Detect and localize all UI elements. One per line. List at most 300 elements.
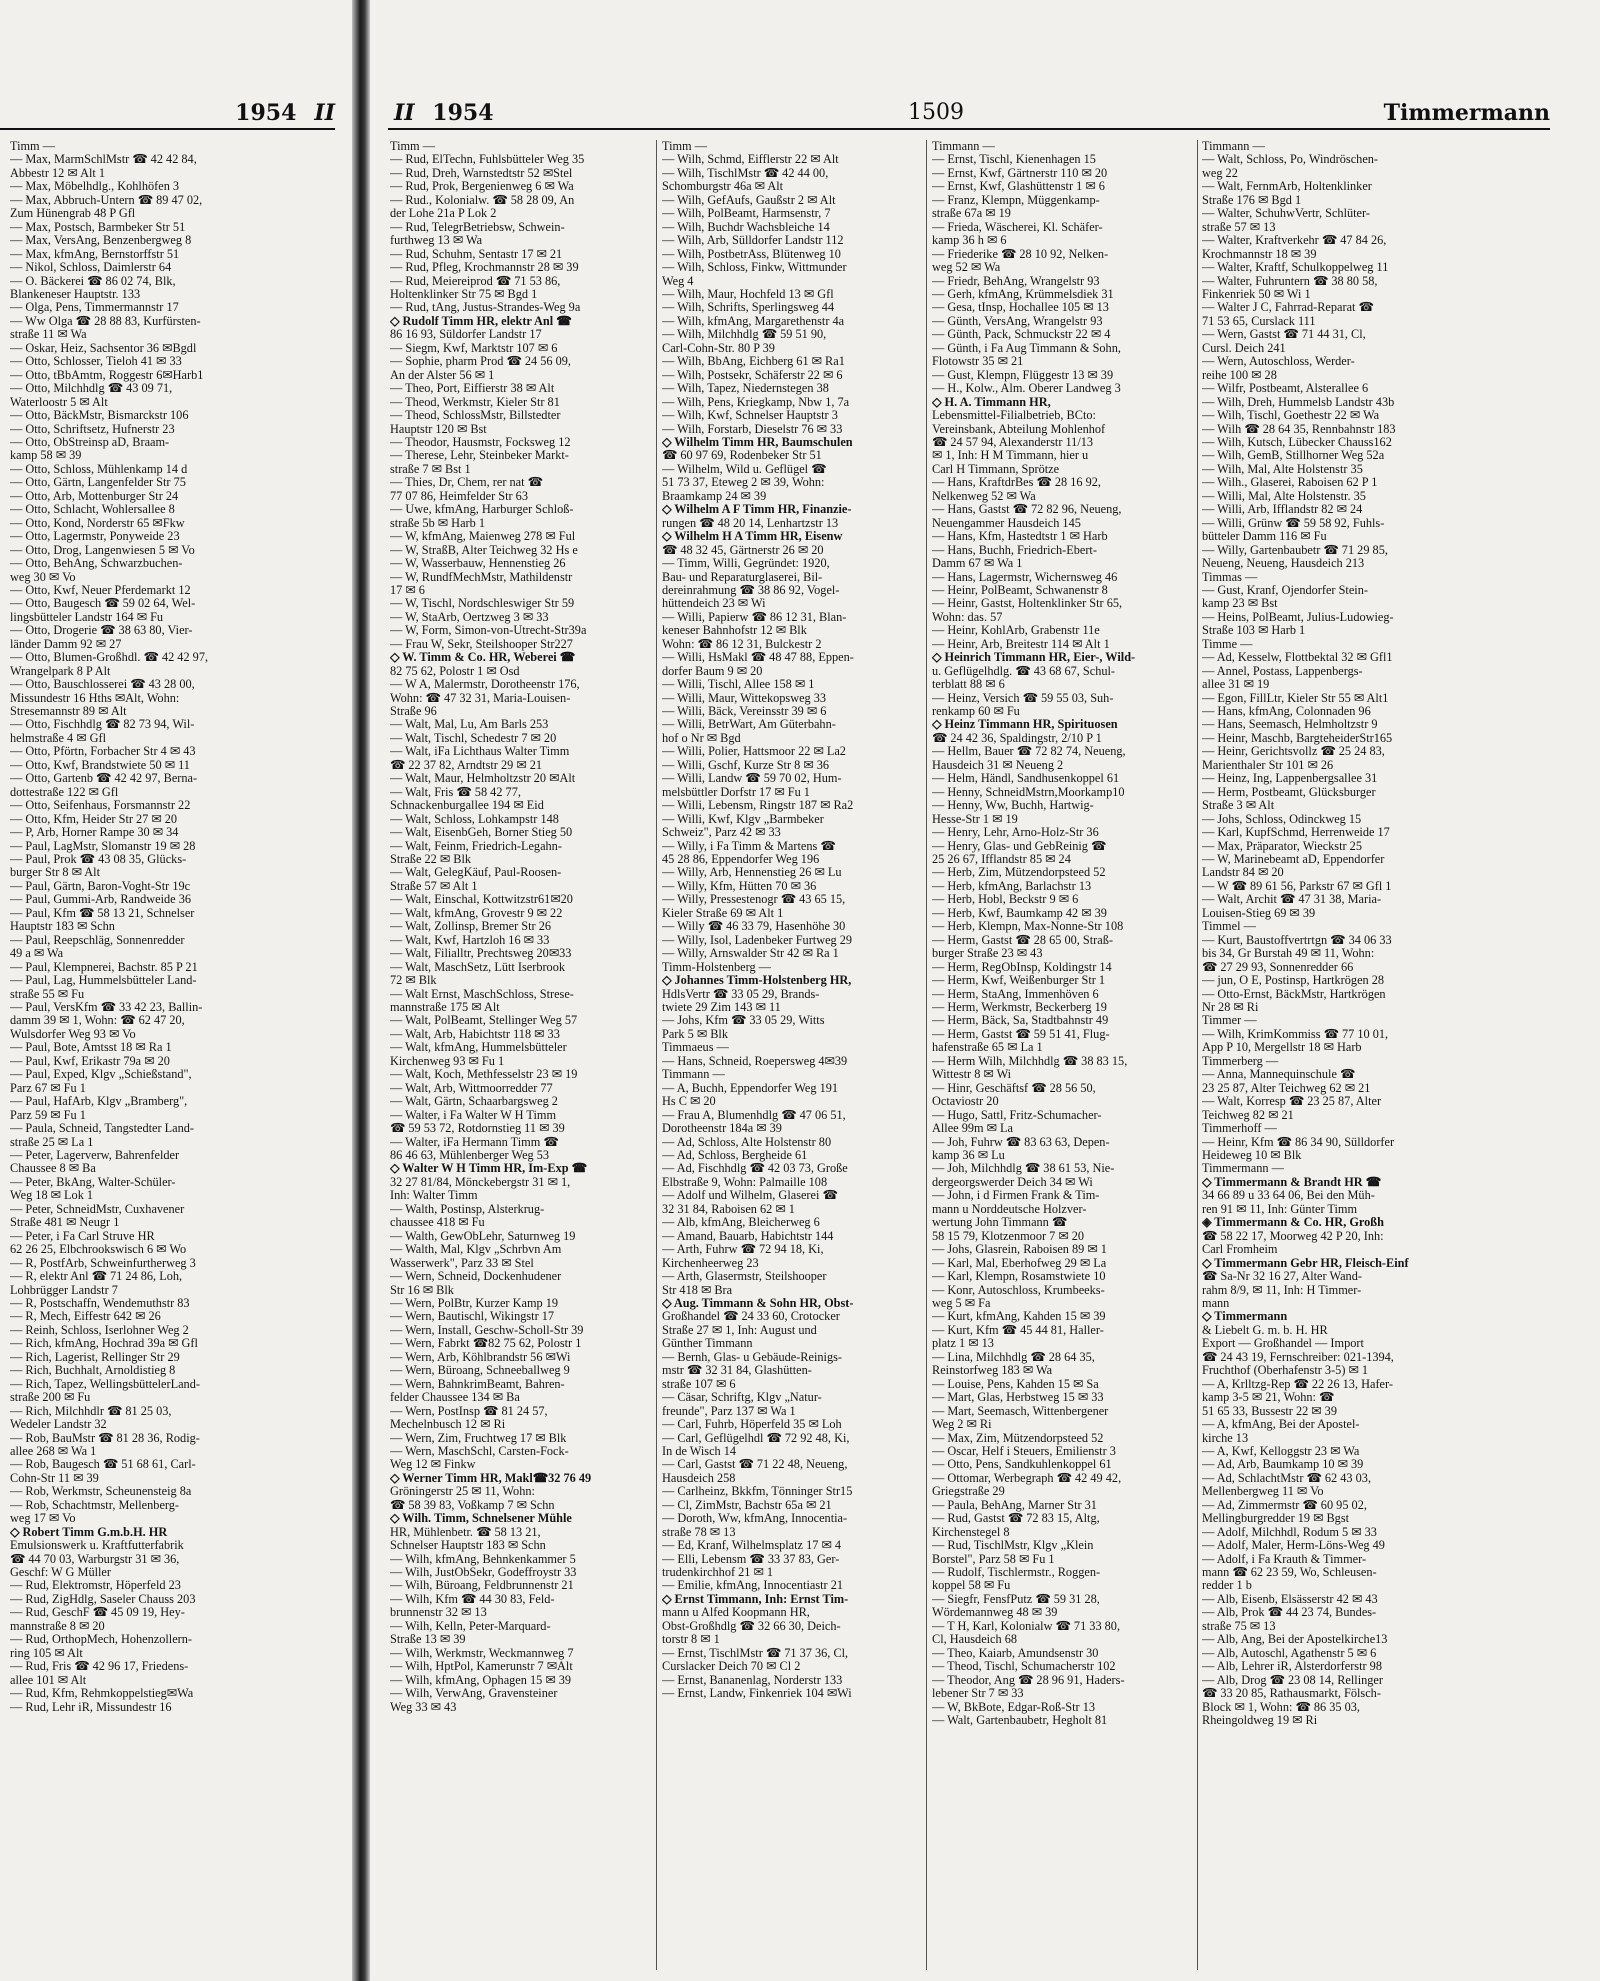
directory-entry-line: — Walt, Schloss, Po, Windröschen- (1202, 153, 1379, 167)
directory-entry-line: mann ☎ 62 23 59, Wo, Schleusen- (1202, 1566, 1377, 1580)
directory-entry-line: — Wilh, Dreh, Hummelsb Landstr 43b (1202, 395, 1395, 409)
directory-entry-line: Wittestr 8 ✉ Wi (932, 1068, 1012, 1082)
directory-entry-line: melsbüttler Dorfstr 17 ✉ Fu 1 (662, 785, 810, 799)
directory-entry-line: ◇ Walter W H Timm HR, Im-Exp ☎ (390, 1162, 587, 1176)
right-header-part: II (394, 100, 415, 126)
directory-entry-line: 77 07 86, Heimfelder Str 63 (390, 489, 528, 503)
right-page-header (388, 100, 1550, 130)
directory-entry-line: — Otto, Kwf, Brandstwiete 50 ✉ 11 (10, 758, 190, 772)
directory-entry-line: — Wern, Gastst ☎ 71 44 31, Cl, (1202, 328, 1366, 342)
directory-entry-line: — Otto, Kfm, Heider Str 27 ✉ 20 (10, 812, 178, 826)
directory-entry-line: Weg 12 ✉ Finkw (390, 1458, 476, 1472)
directory-entry-line: — Elli, Lebensm ☎ 33 37 83, Ger- (662, 1552, 840, 1566)
directory-entry-line: — Wern, PolBtr, Kurzer Kamp 19 (390, 1296, 559, 1310)
directory-entry-line: — Rud, TelegrBetriebsw, Schwein- (390, 220, 565, 234)
directory-entry-line: — Hans, Seemasch, Helmholtzstr 9 (1202, 718, 1378, 732)
directory-entry-line: — Rud, OrthopMech, Hohenzollern- (10, 1633, 193, 1647)
directory-entry-line: Krochmannstr 18 ✉ 39 (1202, 247, 1317, 261)
directory-entry-line: & Liebelt G. m. b. H. HR (1202, 1323, 1328, 1337)
directory-entry-line: mann (1202, 1296, 1230, 1310)
directory-entry-line: — Walt, Einschal, Kottwitzstr61✉20 (390, 893, 573, 907)
surname-heading: Timmer — (1202, 1014, 1257, 1028)
directory-entry-line: — Wern, Install, Geschw-Scholl-Str 39 (390, 1323, 584, 1337)
directory-entry-line: — Egon, FillLtr, Kieler Str 55 ✉ Alt1 (1202, 691, 1389, 705)
directory-entry-line: weg 30 ✉ Vo (10, 570, 76, 584)
directory-entry-line: 51 73 37, Eteweg 2 ✉ 39, Wohn: (662, 476, 825, 490)
directory-entry-line: — Peter, BkAng, Walter-Schüler- (10, 1175, 176, 1189)
directory-entry-line: — Cl, ZimMstr, Bachstr 65a ✉ 21 (662, 1498, 832, 1512)
directory-entry-line: platz 1 ✉ 13 (932, 1337, 994, 1351)
directory-entry-line: Blankeneser Hauptstr. 133 (10, 287, 141, 301)
directory-entry-line: — Thies, Dr, Chem, rer nat ☎ (390, 476, 543, 490)
directory-entry-line: — Walter, iFa Hermann Timm ☎ (390, 1135, 559, 1149)
directory-entry-line: dergeorgswerder Deich 34 ✉ Wi (932, 1175, 1093, 1189)
directory-entry-line: — Willi, Maur, Wittekopsweg 33 (662, 691, 827, 705)
directory-entry-line: — Wilh, PostbetrAss, Blütenweg 10 (662, 247, 841, 261)
directory-entry-line: — Gerh, kfmAng, Krümmelsdiek 31 (932, 287, 1114, 301)
directory-entry-line: — Willi, Arb, Ifflandstr 82 ✉ 24 (1202, 503, 1363, 517)
directory-entry-line: — Heinr, PolBeamt, Schwanenstr 8 (932, 583, 1108, 597)
directory-entry-line: — Paul, LagMstr, Slomanstr 19 ✉ 28 (10, 839, 196, 853)
directory-entry-line: — Walt, Kwf, Hartzloh 16 ✉ 33 (390, 933, 550, 947)
directory-entry-line: — Ad, Arb, Baumkamp 10 ✉ 39 (1202, 1458, 1364, 1472)
directory-entry-line: — Heinr, Maschb, BargteheiderStr165 (1202, 731, 1393, 745)
directory-entry-line: mannstraße 175 ✉ Alt (390, 1001, 500, 1014)
directory-entry-line: mann u Alfed Koopmann HR, (662, 1606, 810, 1620)
directory-entry-line: — Wilh, Milchhdlg ☎ 59 51 90, (662, 328, 827, 342)
directory-entry-line: — Otto, Schlacht, Wohlersallee 8 (10, 503, 175, 517)
directory-entry-line: — A, Krlltzg-Rep ☎ 22 26 13, Hafer- (1202, 1377, 1393, 1391)
directory-entry-line: straße 67a ✉ 19 (932, 207, 1011, 221)
directory-entry-line: — W, Marinebeamt aD, Eppendorfer (1202, 853, 1385, 867)
directory-entry-line: — W A, Malermstr, Dorotheenstr 176, (390, 678, 580, 692)
directory-entry-line: — Ad, Kesselw, Flottbektal 32 ✉ Gfl1 (1202, 651, 1393, 665)
directory-entry-line: weg 52 ✉ Wa (932, 261, 1001, 275)
directory-entry-line: — Rob, BauMstr ☎ 81 28 36, Rodig- (10, 1431, 200, 1445)
directory-entry-line: Wasserwerk", Parz 33 ✉ Stel (390, 1256, 534, 1270)
directory-entry-line: In de Wisch 14 (662, 1444, 737, 1458)
directory-entry-line: — Willy, Isol, Ladenbeker Furtweg 29 (662, 933, 853, 947)
directory-entry-line: Günther Timmann (662, 1337, 753, 1351)
directory-entry-line: kamp 36 h ✉ 6 (932, 234, 1007, 248)
directory-entry-line: — Rud, Elektromstr, Höperfeld 23 (10, 1579, 181, 1593)
directory-entry-line: — Wern, Arb, Köhlbrandstr 56 ✉Wi (390, 1350, 571, 1364)
directory-entry-line: — Wilh, TischlMstr ☎ 42 44 00, (662, 166, 829, 180)
directory-entry-line: — Frau A, Blumenhdlg ☎ 47 06 51, (662, 1108, 846, 1122)
directory-entry-line: Nelkenweg 52 ✉ Wa (932, 489, 1036, 503)
surname-heading: Timmermann — (1202, 1162, 1284, 1176)
directory-entry-line: — Walt, Tischl, Schedestr 7 ✉ 20 (390, 731, 557, 745)
directory-entry-line: — Max, kfmAng, Bernstorffstr 51 (10, 247, 180, 261)
directory-entry-line: — Ad, SchlachtMstr ☎ 62 43 03, (1202, 1471, 1372, 1485)
directory-entry-line: Octaviostr 20 (932, 1095, 999, 1109)
directory-entry-line: — Walt, kfmAng, Hummelsbütteler (390, 1041, 567, 1055)
directory-entry-line: — Willi, Bäck, Vereinsstr 39 ✉ 6 (662, 705, 827, 719)
directory-entry-line: — Hans, Kfm, Hastedtstr 1 ✉ Harb (932, 530, 1108, 544)
directory-entry-line: — Wilh., Glaserei, Raboisen 62 P 1 (1202, 476, 1378, 490)
directory-entry-line: — Karl, KupfSchmd, Herrenweide 17 (1202, 826, 1390, 840)
directory-entry-line: — Therese, Lehr, Steinbeker Markt- (390, 449, 569, 463)
directory-entry-line: — Doroth, Ww, kfmAng, Innocentia- (662, 1512, 848, 1526)
surname-heading: Timm-Holstenberg — (662, 960, 771, 974)
directory-entry-line: — Rudolf, Tischlermstr., Roggen- (932, 1566, 1101, 1580)
directory-entry-line: — Heinr, KohlArb, Grabenstr 11e (932, 624, 1100, 638)
surname-heading: Timme — (1202, 637, 1253, 651)
directory-entry-line: — Walt, kfmAng, Grovestr 9 ✉ 22 (390, 906, 563, 920)
directory-entry-line: — A, Kwf, Kelloggstr 23 ✉ Wa (1202, 1444, 1360, 1458)
directory-entry-line: — Wilh, GefAufs, Gaußstr 2 ✉ Alt (662, 193, 836, 207)
directory-entry-line: — Joh, Milchhdlg ☎ 38 61 53, Nie- (932, 1162, 1115, 1176)
directory-entry-line: dottestraße 122 ✉ Gfl (10, 785, 119, 799)
directory-entry-line: dorfer Baum 9 ✉ 20 (662, 664, 763, 678)
directory-entry-line: 86 46 63, Mühlenberger Weg 53 (390, 1148, 550, 1162)
directory-entry-line: — A, kfmAng, Bei der Apostel- (1202, 1418, 1360, 1432)
directory-entry-line: — Günth, VersAng, Wrangelstr 93 (932, 314, 1103, 328)
directory-entry-line: HR, Mühlenbetr. ☎ 58 13 21, (390, 1525, 541, 1539)
directory-entry-line: hüttendeich 23 ✉ Wi (662, 597, 766, 611)
directory-entry-line: — Günth, i Fa Aug Timmann & Sohn, (932, 341, 1121, 355)
directory-entry-line: — Frieda, Wäscherei, Kl. Schäfer- (932, 220, 1103, 234)
directory-entry-line: Dorotheenstr 184a ✉ 39 (662, 1122, 782, 1136)
directory-entry-line: Park 5 ✉ Blk (662, 1027, 728, 1041)
directory-entry-line: ◇ Timmermann Gebr HR, Fleisch-Einf (1202, 1256, 1409, 1270)
directory-entry-line: — Walter, Kraftf, Schulkoppelweg 11 (1202, 261, 1389, 275)
directory-entry-line: — Willi, BetrWart, Am Güterbahn- (662, 718, 836, 732)
directory-entry-line: — Herm, StaAng, Immenhöven 6 (932, 987, 1099, 1001)
directory-entry-line: Wedeler Landstr 32 (10, 1418, 107, 1432)
directory-entry-line: — Walter, i Fa Walter W H Timm (390, 1108, 557, 1122)
directory-entry-line: — Peter, SchneidMstr, Cuxhavener (10, 1202, 185, 1216)
directory-entry-line: ☎ 24 57 94, Alexanderstr 11/13 (932, 435, 1094, 449)
directory-entry-line: — Wilh, VerwAng, Gravensteiner (390, 1687, 558, 1701)
directory-entry-line: Straße 22 ✉ Blk (390, 853, 472, 867)
directory-entry-line: — Paula, Schneid, Tangstedter Land- (10, 1122, 195, 1136)
directory-entry-line: — Alb, Eisenb, Elsässerstr 42 ✉ 43 (1202, 1592, 1378, 1606)
directory-entry-line: — Willy ☎ 46 33 79, Hasenhöhe 30 (662, 920, 846, 934)
directory-entry-line: — R, Postschaffn, Wendemuthstr 83 (10, 1296, 190, 1310)
directory-entry-line: — Hellm, Bauer ☎ 72 82 74, Neueng, (932, 745, 1126, 759)
directory-entry-line: — Paul, Lag, Hummelsbütteler Land- (10, 974, 197, 988)
directory-entry-line: — Alb, kfmAng, Bleicherweg 6 (662, 1216, 820, 1230)
directory-entry-line: — Otto, Fischhdlg ☎ 82 73 94, Wil- (10, 718, 195, 732)
directory-entry-line: chaussee 418 ✉ Fu (390, 1216, 485, 1230)
directory-entry-line: — Otto, Lagermstr, Ponyweide 23 (10, 530, 180, 544)
directory-entry-line: Straße 57 ✉ Alt 1 (390, 879, 478, 893)
directory-entry-line: ◇ Wilhelm Timm HR, Baumschulen (662, 435, 853, 449)
directory-entry-line: — Wern, Fabrkt ☎82 75 62, Polostr 1 (390, 1337, 582, 1351)
directory-entry-line: hof o Nr ✉ Bgd (662, 731, 741, 745)
right-column-1 (390, 140, 652, 1970)
directory-entry-line: — Helm, Händl, Sandhusenkoppel 61 (932, 772, 1120, 786)
directory-entry-line: — Otto, ObStreinsp aD, Braam- (10, 435, 170, 449)
directory-entry-line: — Willy, Pressestenogr ☎ 43 65 15, (662, 893, 846, 907)
directory-entry-line: — Annel, Postass, Lappenbergs- (1202, 664, 1363, 678)
directory-entry-line: — Walt, Fris ☎ 58 42 77, (390, 785, 521, 799)
directory-entry-line: — Otto, Drogerie ☎ 38 63 80, Vier- (10, 624, 193, 638)
directory-entry-line: ◇ Werner Timm HR, Makl☎32 76 49 (390, 1471, 592, 1485)
column-divider (656, 140, 657, 1970)
directory-entry-line: — Wilh, BbAng, Eichberg 61 ✉ Ra1 (662, 355, 845, 369)
directory-entry-line: — Otto, Milchhdlg ☎ 43 09 71, (10, 382, 173, 396)
directory-entry-line: — Ad, Schloss, Alte Holstenstr 80 (662, 1135, 832, 1149)
directory-entry-line: — Wilfr, Postbeamt, Alsterallee 6 (1202, 382, 1369, 396)
directory-entry-line: Schweiz", Parz 42 ✉ 33 (662, 826, 781, 840)
surname-heading: Timmaeus — (662, 1041, 729, 1055)
directory-entry-line: — Wern, PostInsp ☎ 81 24 57, (390, 1404, 548, 1418)
directory-entry-line: — W, StaArb, Oertzweg 3 ✉ 33 (390, 610, 549, 624)
directory-entry-line: — Wilh, Werkmstr, Weckmannweg 7 (390, 1646, 574, 1660)
directory-entry-line: — Max, Abbruch-Untern ☎ 89 47 02, (10, 193, 203, 207)
directory-entry-line: ◈ Timmermann & Co. HR, Großh (1202, 1216, 1384, 1230)
directory-entry-line: — Walt, Filialltr, Prechtsweg 20✉33 (390, 947, 572, 961)
directory-entry-line: — Paul, Klempnerei, Bachstr. 85 P 21 (10, 960, 198, 974)
directory-entry-line: Hauptstr 120 ✉ Bst (390, 422, 487, 436)
directory-entry-line: — Theodor, Ang ☎ 28 96 91, Haders- (932, 1673, 1125, 1687)
directory-entry-line: — Ernst, Kwf, Glashüttenstr 1 ✉ 6 (932, 180, 1105, 194)
directory-entry-line: — Cäsar, Schriftg, Klgv „Natur- (662, 1391, 822, 1405)
directory-entry-line: — Arth, Glasermstr, Steilshooper (662, 1270, 827, 1284)
directory-entry-line: — Siegm, Kwf, Marktstr 107 ✉ 6 (390, 341, 558, 355)
directory-entry-line: 17 ✉ 6 (390, 583, 425, 597)
directory-entry-line: — Walt, iFa Lichthaus Walter Timm (390, 745, 570, 759)
directory-entry-line: lebener Str 7 ✉ 33 (932, 1687, 1024, 1701)
directory-entry-line: — Olga, Pens, Timmermannstr 17 (10, 301, 179, 315)
directory-entry-line: ☎ Sa-Nr 32 16 27, Alter Wand- (1202, 1270, 1362, 1284)
directory-entry-line: terblatt 88 ✉ 6 (932, 678, 1005, 692)
directory-entry-line: — Wern, Büroang, Schneeballweg 9 (390, 1364, 570, 1378)
directory-entry-line: — Gust, Klempn, Flüggestr 13 ✉ 39 (932, 368, 1114, 382)
directory-entry-line: — Paula, BehAng, Marner Str 31 (932, 1498, 1097, 1512)
directory-entry-line: — Carl, Fuhrb, Höperfeld 35 ✉ Loh (662, 1418, 842, 1432)
directory-entry-line: — Herm, RegObInsp, Koldingstr 14 (932, 960, 1112, 974)
directory-entry-line: — Paul, Gummi-Arb, Randweide 36 (10, 893, 192, 907)
directory-entry-line: — Heinr, Gastst, Holtenklinker Str 65, (932, 597, 1123, 611)
directory-entry-line: — Amand, Bauarb, Habichtstr 144 (662, 1229, 834, 1243)
directory-entry-line: Lohbrügger Landstr 7 (10, 1283, 118, 1297)
directory-entry-line: Damm 67 ✉ Wa 1 (932, 557, 1023, 571)
directory-entry-line: — Rud, Kfm, Rehmkoppelstieg✉Wa (10, 1687, 194, 1701)
directory-entry-line: — R, elektr Anl ☎ 71 24 86, Loh, (10, 1270, 183, 1284)
directory-entry-line: HdlsVertr ☎ 33 05 29, Brands- (662, 987, 820, 1001)
directory-entry-line: — Herb, Klempn, Max-Nonne-Str 108 (932, 920, 1124, 934)
directory-entry-line: Kirchenweg 93 ✉ Fu 1 (390, 1054, 505, 1068)
directory-entry-line: — Carl, Geflügelhdl ☎ 72 92 48, Ki, (662, 1431, 850, 1445)
directory-entry-line: Export — Großhandel — Import (1202, 1337, 1364, 1351)
directory-entry-line: 62 26 25, Elbchrookswisch 6 ✉ Wo (10, 1243, 187, 1257)
surname-heading: Timm — (662, 140, 707, 153)
directory-entry-line: — Adolf, Milchhdl, Rodum 5 ✉ 33 (1202, 1525, 1377, 1539)
directory-entry-line: Kirchenstegel 8 (932, 1525, 1010, 1539)
directory-entry-line: 25 26 67, Ifflandstr 85 ✉ 24 (932, 853, 1071, 867)
directory-entry-line: — W ☎ 89 61 56, Parkstr 67 ✉ Gfl 1 (1202, 879, 1392, 893)
directory-entry-line: Mellenbergweg 11 ✉ Vo (1202, 1485, 1324, 1499)
directory-entry-line: — Walth, Postinsp, Alsterkrug- (390, 1202, 545, 1216)
directory-entry-line: — Rud, ElTechn, Fuhlsbütteler Weg 35 (390, 153, 585, 167)
directory-entry-line: — Paul, VersKfm ☎ 33 42 23, Ballin- (10, 1001, 203, 1014)
directory-entry-line: Nr 28 ✉ Ri (1202, 1001, 1259, 1014)
directory-entry-line: — Hans, kfmAng, Colonnaden 96 (1202, 705, 1371, 719)
directory-entry-line: Abbestr 12 ✉ Alt 1 (10, 166, 106, 180)
surname-heading: Timmann — (662, 1068, 725, 1082)
directory-entry-line: — Otto, Drog, Langenwiesen 5 ✉ Vo (10, 543, 195, 557)
directory-entry-line: — Alb, Ang, Bei der Apostelkirche13 (1202, 1633, 1388, 1647)
directory-entry-line: — Johs, Kfm ☎ 33 05 29, Witts (662, 1014, 825, 1028)
directory-entry-line: — Wilh, Tapez, Niedernstegen 38 (662, 382, 829, 396)
directory-entry-line: — Sophie, pharm Prod ☎ 24 56 09, (390, 355, 571, 369)
directory-entry-line: An der Alster 56 ✉ 1 (390, 368, 495, 382)
directory-entry-line: — Theod, SchlossMstr, Billstedter (390, 409, 561, 423)
directory-entry-line: — Mart, Glas, Herbstweg 15 ✉ 33 (932, 1391, 1104, 1405)
directory-entry-line: — W, Tischl, Nordschleswiger Str 59 (390, 597, 575, 611)
directory-entry-line: — Carlheinz, Bkkfm, Tönninger Str15 (662, 1485, 853, 1499)
directory-entry-line: — Ernst, TischlMstr ☎ 71 37 36, Cl, (662, 1646, 849, 1660)
directory-entry-line: weg 22 (1202, 166, 1238, 180)
directory-entry-line: — Alb, Lehrer iR, Alsterdorferstr 98 (1202, 1660, 1382, 1674)
directory-entry-line: Carl-Cohn-Str. 80 P 39 (662, 341, 775, 355)
directory-entry-line: — Friederike ☎ 28 10 92, Nelken- (932, 247, 1109, 261)
directory-entry-line: — Wilh, Maur, Hochfeld 13 ✉ Gfl (662, 287, 834, 301)
directory-entry-line: — Heinz, Versich ☎ 59 55 03, Suh- (932, 691, 1114, 705)
directory-entry-line: ◇ Timmermann (1202, 1310, 1288, 1324)
directory-entry-line: Griegstraße 29 (932, 1485, 1005, 1499)
directory-entry-line: 51 65 33, Bussestr 22 ✉ 39 (1202, 1404, 1337, 1418)
directory-entry-line: — Ernst, Bananenlag, Norderstr 133 (662, 1673, 843, 1687)
directory-entry-line: — Heinr, Gerichtsvollz ☎ 25 24 83, (1202, 745, 1385, 759)
directory-entry-line: — Paul, Kwf, Erikastr 79a ✉ 20 (10, 1054, 170, 1068)
directory-entry-line: kamp 23 ✉ Bst (1202, 597, 1278, 611)
directory-entry-line: freunde", Parz 137 ✉ Wa 1 (662, 1404, 796, 1418)
directory-entry-line: — Rud, ZigHdlg, Saseler Chauss 203 (10, 1592, 196, 1606)
directory-entry-line: ☎ 58 22 17, Moorweg 42 P 20, Inh: (1202, 1229, 1384, 1243)
directory-entry-line: — Max, Postsch, Barmbeker Str 51 (10, 220, 186, 234)
directory-entry-line: — Wilh, Schloss, Finkw, Wittmunder (662, 261, 847, 275)
directory-entry-line: Wohn: das. 57 (932, 610, 1003, 624)
directory-entry-line: Straße 96 (390, 705, 437, 719)
directory-entry-line: reihe 100 ✉ 28 (1202, 368, 1277, 382)
directory-entry-line: — Wern, BahnkrimBeamt, Bahren- (390, 1377, 565, 1391)
column-divider (1197, 140, 1198, 1970)
directory-entry-line: — Wilh, kfmAng, Ophagen 15 ✉ 39 (390, 1673, 572, 1687)
directory-entry-line: — Siegfr, FensfPutz ☎ 59 31 28, (932, 1592, 1100, 1606)
directory-entry-line: — Gust, Kranf, Ojendorfer Stein- (1202, 583, 1368, 597)
directory-entry-line: torstr 8 ✉ 1 (662, 1633, 720, 1647)
directory-entry-line: — Max, Zim, Mützendorpsteed 52 (932, 1431, 1104, 1445)
right-column-2 (662, 140, 922, 1970)
directory-entry-line: — Hans, Gastst ☎ 72 82 96, Neueng, (932, 503, 1122, 517)
directory-entry-line: länder Damm 92 ✉ 27 (10, 637, 122, 651)
directory-entry-line: — Kurt, Baustoffvertrtgn ☎ 34 06 33 (1202, 933, 1392, 947)
directory-entry-line: — Otto, Baugesch ☎ 59 02 64, Wel- (10, 597, 196, 611)
directory-entry-line: — P, Arb, Horner Rampe 30 ✉ 34 (10, 826, 179, 840)
directory-entry-line: — W, BkBote, Edgar-Roß-Str 13 (932, 1700, 1096, 1714)
directory-entry-line: — Ad, Fischhdlg ☎ 42 03 73, Große (662, 1162, 848, 1176)
directory-entry-line: — Adolf und Wilhelm, Glaserei ☎ (662, 1189, 838, 1203)
left-header-year: 1954 (235, 100, 297, 126)
directory-entry-line: Hausdeich 258 (662, 1471, 736, 1485)
directory-entry-line: ☎ 27 29 93, Sonnenredder 66 (1202, 960, 1354, 974)
directory-entry-line: — Arth, Fuhrw ☎ 72 94 18, Ki, (662, 1243, 824, 1257)
directory-entry-line: — Rud., Kolonialw. ☎ 58 28 09, An (390, 193, 575, 207)
directory-entry-line: — Ottomar, Werbegraph ☎ 42 49 42, (932, 1471, 1122, 1485)
directory-entry-line: — W, kfmAng, Maienweg 278 ✉ Ful (390, 530, 576, 544)
directory-entry-line: — Rud, Prok, Bergenienweg 6 ✉ Wa (390, 180, 574, 194)
directory-entry-line: — Walter, SchuhwVertr, Schlüter- (1202, 207, 1370, 221)
directory-entry-line: — Wilh, Schrifts, Sperlingsweg 44 (662, 301, 835, 315)
directory-entry-line: — Wilh, HptPol, Kamerunstr 7 ✉Alt (390, 1660, 573, 1674)
directory-entry-line: — Otto, Pförtn, Forbacher Str 4 ✉ 43 (10, 745, 196, 759)
directory-entry-line: — Hans, Schneid, Roepersweg 4✉39 (662, 1054, 848, 1068)
left-column (10, 140, 340, 1970)
directory-entry-line: Hausdeich 31 ✉ Neueng 2 (932, 758, 1064, 772)
directory-entry-line: — Ernst, Landw, Finkenriek 104 ✉Wi (662, 1687, 852, 1701)
directory-entry-line: Straße 13 ✉ 39 (390, 1633, 466, 1647)
directory-entry-line: 86 16 93, Süldorfer Landstr 17 (390, 328, 542, 342)
directory-entry-line: — W, RundfMechMstr, Mathildenstr (390, 570, 573, 584)
directory-entry-line: — Wern, MaschSchl, Carsten-Fock- (390, 1444, 569, 1458)
directory-entry-line: Str 418 ✉ Bra (662, 1283, 733, 1297)
directory-entry-line: — Adolf, i Fa Krauth & Timmer- (1202, 1552, 1367, 1566)
directory-entry-line: Hs C ✉ 20 (662, 1095, 716, 1109)
directory-entry-line: — Wilh, PolBeamt, Harmsenstr, 7 (662, 207, 831, 221)
directory-entry-line: — Henny, SchneidMstrn,Moorkamp10 (932, 785, 1125, 799)
right-header-year: 1954 (432, 100, 494, 126)
left-page (0, 0, 352, 1981)
directory-entry-line: straße 75 ✉ 13 (1202, 1619, 1276, 1633)
directory-entry-line: — Wilh, Schmd, Eifflerstr 22 ✉ Alt (662, 153, 839, 167)
directory-entry-line: — Friedr, BehAng, Wrangelstr 93 (932, 274, 1100, 288)
directory-entry-line: — Paul, Kfm ☎ 58 13 21, Schnelser (10, 906, 195, 920)
directory-entry-line: Hauptstr 183 ✉ Schn (10, 920, 115, 934)
directory-entry-line: — Rich, Tapez, WellingsbüttelerLand- (10, 1377, 200, 1391)
directory-entry-line: Cohn-Str 11 ✉ 39 (10, 1471, 99, 1485)
directory-entry-line: — Wilh, Kelln, Peter-Marquard- (390, 1619, 551, 1633)
directory-entry-line: — Otto, Schriftsetz, Hufnerstr 23 (10, 422, 175, 436)
directory-entry-line: — Theod, Werkmstr, Kieler Str 81 (390, 395, 560, 409)
directory-entry-line: Marienthaler Str 101 ✉ 26 (1202, 758, 1334, 772)
directory-entry-line: — Rich, Milchhdlr ☎ 81 25 03, (10, 1404, 172, 1418)
directory-entry-line: — Otto, BehAng, Schwarzbuchen- (10, 557, 183, 571)
directory-entry-line: der Lohe 21a P Lok 2 (390, 207, 497, 221)
directory-entry-line: Waterloostr 5 ✉ Alt (10, 395, 108, 409)
directory-entry-line: — Rich, Buchhalt, Arnoldistieg 8 (10, 1364, 176, 1378)
directory-entry-line: Straße 27 ✉ 1, Inh: August und (662, 1323, 817, 1337)
directory-entry-line: wertung John Timmann ☎ (932, 1216, 1068, 1230)
directory-entry-line: Cl, Hausdeich 68 (932, 1633, 1018, 1647)
directory-entry-line: — Wilh, KrimKommiss ☎ 77 10 01, (1202, 1027, 1389, 1041)
directory-entry-line: Borstel", Parz 58 ✉ Fu 1 (932, 1552, 1055, 1566)
directory-entry-line: — Reinh, Schloss, Iserlohner Weg 2 (10, 1323, 189, 1337)
directory-entry-line: — Rud, Gastst ☎ 72 83 15, Altg, (932, 1512, 1100, 1526)
directory-entry-line: Heideweg 10 ✉ Blk (1202, 1148, 1302, 1162)
directory-entry-line: — Herm, Gastst ☎ 28 65 00, Straß- (932, 933, 1113, 947)
directory-entry-line: Gröningerstr 25 ✉ 11, Wohn: (390, 1485, 535, 1499)
directory-entry-line: ◇ Ernst Timmann, Inh: Ernst Tim- (662, 1592, 849, 1606)
directory-entry-line: — Otto, Kwf, Neuer Pferdemarkt 12 (10, 583, 191, 597)
directory-entry-line: Wulsdorfer Weg 93 ✉ Vo (10, 1027, 136, 1041)
directory-entry-line: Wohn: ☎ 86 12 31, Bulckestr 2 (662, 637, 822, 651)
directory-entry-line: — Otto, Pens, Sandkuhlenkoppel 61 (932, 1458, 1112, 1472)
directory-entry-line: straße 57 ✉ 13 (1202, 220, 1276, 234)
directory-entry-line: kirche 13 (1202, 1431, 1249, 1445)
left-header-part: II (314, 100, 335, 126)
directory-entry-line: ring 105 ✉ Alt (10, 1646, 83, 1660)
directory-entry-line: — Walter J C, Fahrrad-Reparat ☎ (1202, 301, 1374, 315)
directory-entry-line: — Henny, Ww, Buchh, Hartwig- (932, 799, 1094, 813)
directory-entry-line: Schomburgstr 46a ✉ Alt (662, 180, 784, 194)
directory-entry-line: trudenkirchhof 21 ✉ 1 (662, 1566, 774, 1580)
directory-entry-line: 45 28 86, Eppendorfer Weg 196 (662, 853, 820, 867)
directory-entry-line: — Oskar, Heiz, Sachsentor 36 ✉Bgdl (10, 341, 197, 355)
